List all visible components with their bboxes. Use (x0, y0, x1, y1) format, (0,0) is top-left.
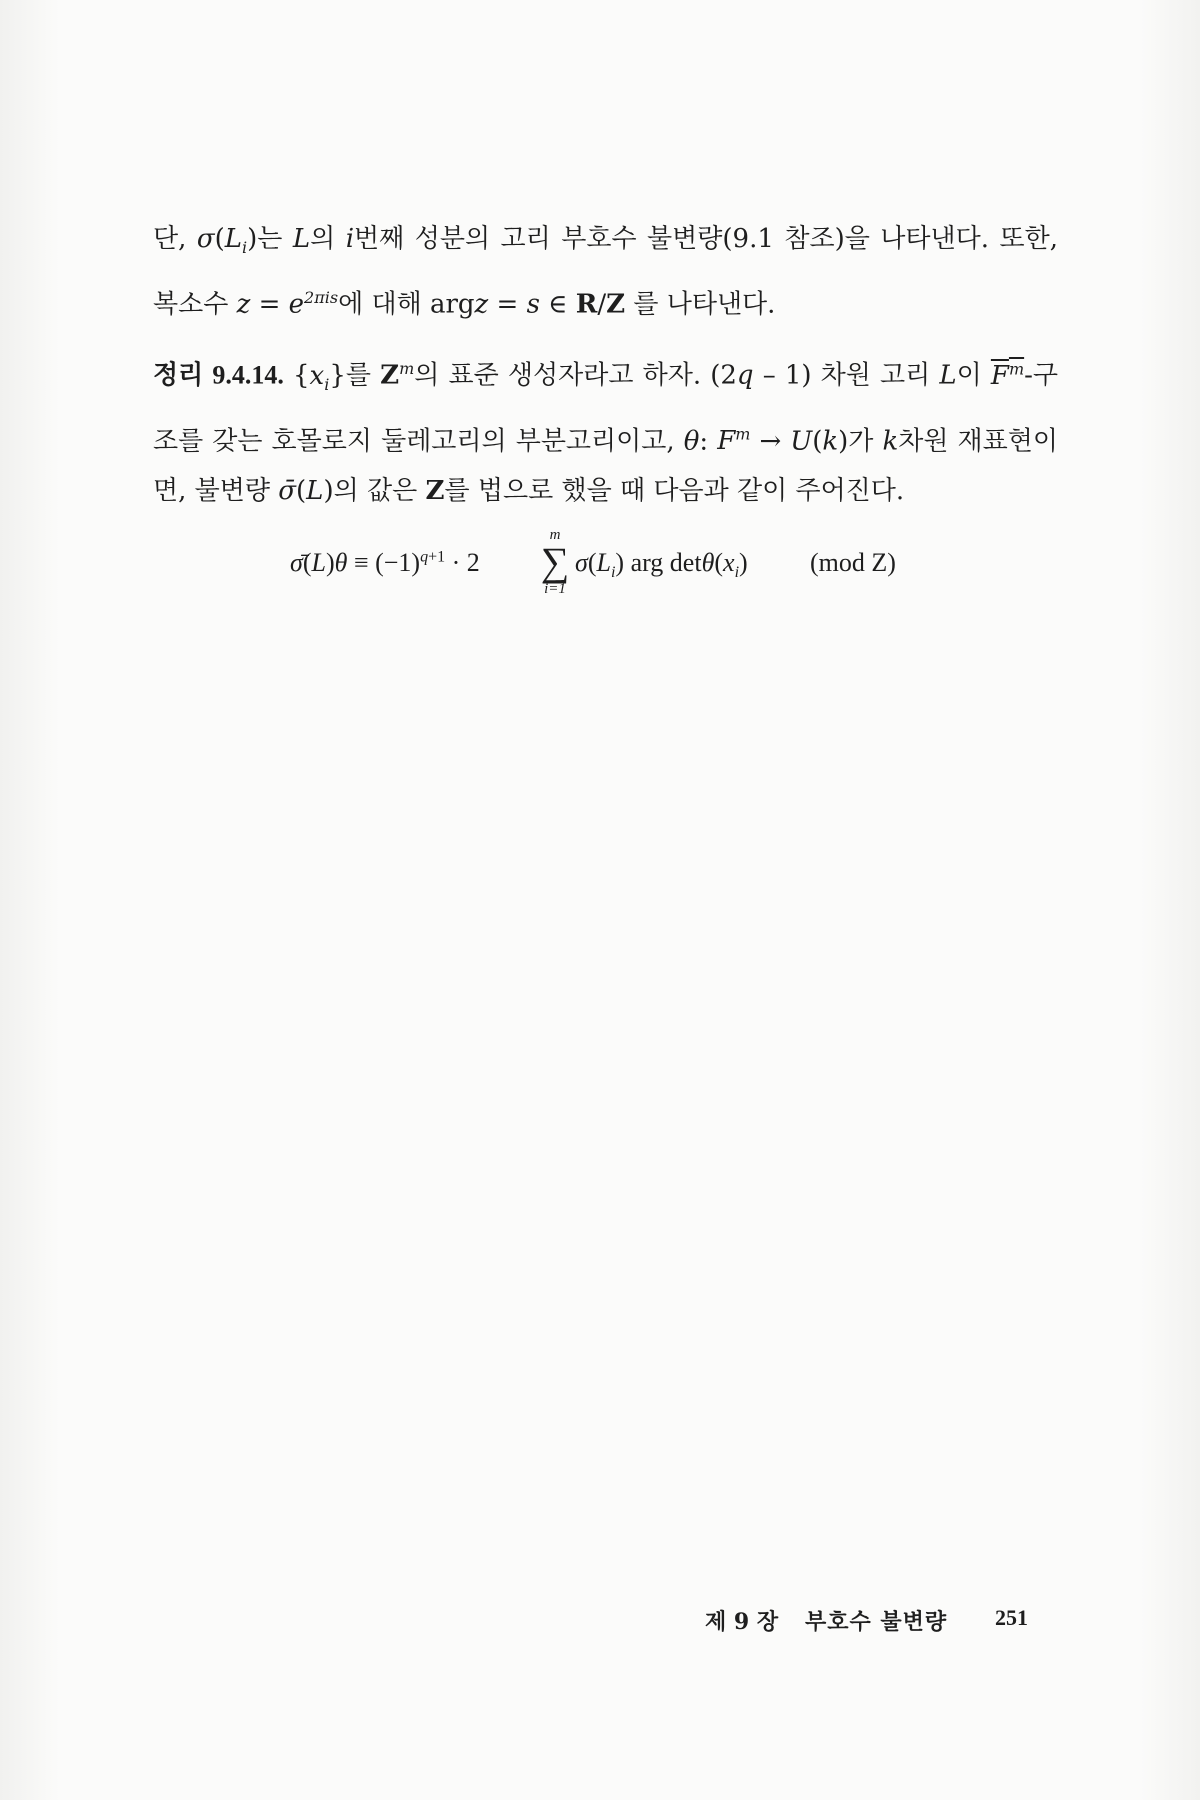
formula-rhs: $\sigma(L_i)$ arg $\det\theta(x_i)$ (575, 548, 748, 582)
text-segment: 는 (257, 224, 293, 254)
main-text (153, 214, 1058, 516)
sigma-glyph: ∑ (540, 539, 570, 584)
text-segment: 가 (848, 426, 883, 457)
text-segment: 를 (345, 360, 381, 391)
text-segment: – 1) 차원 고리 (753, 360, 940, 391)
text-segment: 에 대해 (338, 289, 430, 320)
text-segment: 단, (153, 224, 197, 254)
sum-upper-limit: m (549, 527, 561, 543)
text-segment: 차원 재표현이면, 불변량 (153, 426, 1058, 507)
text-segment: 의 (310, 224, 346, 254)
theorem-paragraph: 정리 9.4.14. $\{x_i\}$를 $Z^m$의 표준 생성자라고 하자. (2q – 1) 차원 고리 L이 $F^m-$구조를 갖는 호몰로지 둘레고리의 부분고리이고, θ: $F^m \to U(k)$가 k차원 재표현이면, 불변량 σ̄(L)의 값은 Z를 법으로 했을 때 다음과 같이 주어진다. (153, 358, 1059, 507)
text-segment: -구조를 갖는 호몰로지 둘레고리의 부분고리이고, (153, 360, 1059, 457)
text-segment: 이 (956, 360, 991, 391)
sum-lower-limit: i=1 (544, 581, 566, 597)
formula-lhs: σ̄(L)θ ≡ $(-1)^{q+1} \cdot 2$ (290, 548, 480, 577)
page-number: 251 (995, 1605, 1028, 1630)
theorem-number: 9.4.14. (212, 360, 284, 390)
text-segment: 의 표준 생성자라고 하자. (2 (414, 360, 737, 391)
text-segment: 의 값은 (333, 476, 426, 507)
page-footer (705, 1605, 1055, 1645)
text-segment: 를 법으로 했을 때 다음과 같이 주어진다. (444, 476, 905, 507)
formula-mod: (mod Z) (810, 548, 896, 577)
display-formula (290, 520, 1070, 620)
footer-chapter-title: 부호수 불변량 (805, 1609, 948, 1635)
theorem-label: 정리 (153, 360, 204, 391)
paragraph-definition: 단, $\sigma(L_i)$는 L의 i번째 성분의 고리 부호수 불변량(9.1 참조)을 나타낸다. 또한, 복소수 $z = e^{2\pi is}$에 대해 argz = s ∈ R/Z 를 나타낸다. (153, 224, 1058, 320)
summation-symbol (538, 526, 572, 598)
text-segment: 번째 성분의 고리 부호수 불변량(9.1 참조)을 나타낸다. 또한, 복소수 (153, 224, 1058, 320)
footer-chapter: 제 9 장 (705, 1609, 779, 1635)
text-segment: 를 나타낸다. (625, 289, 776, 320)
